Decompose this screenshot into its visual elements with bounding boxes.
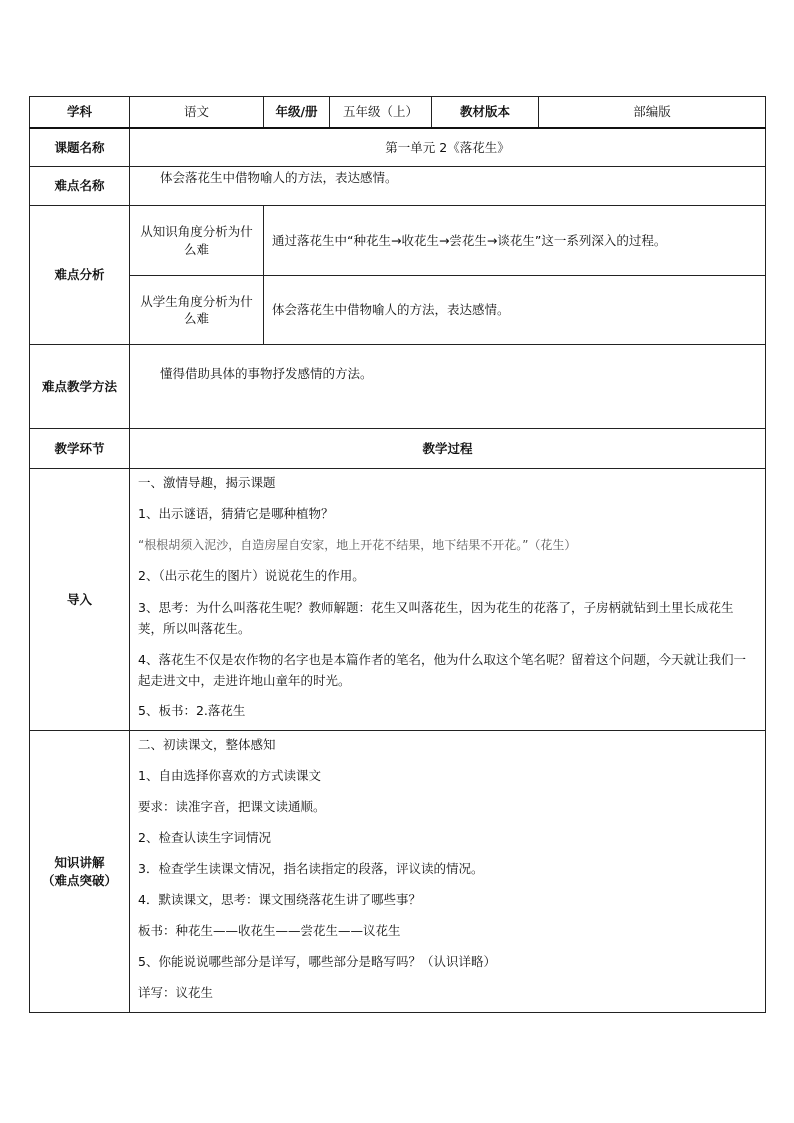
teaching-method-label: 难点教学方法 [30,345,130,429]
lesson-title-value: 第一单元 2《落花生》 [130,128,766,167]
intro-line: “根根胡须入泥沙，自造房屋自安家，地上开花不结果，地下结果不开花。”（花生） [138,538,577,552]
intro-label: 导入 [30,469,130,731]
knowledge-angle-label: 从知识角度分析为什么难 [130,206,264,276]
edition-value: 部编版 [539,97,766,128]
knowledge-label-sub: （难点突破） [41,872,117,888]
intro-line: 3、思考：为什么叫落花生呢？教师解题：花生又叫落花生，因为花生的花落了，子房柄就钻到土里长成花生荚，所以叫落花生。 [138,600,734,636]
grade-value: 五年级（上） [330,97,432,128]
intro-line: 1、出示谜语，猜猜它是哪种植物？ [138,506,334,521]
knowledge-content [130,731,766,1013]
intro-line: 5、板书：2.落花生 [138,703,246,718]
process-header-row [30,429,766,469]
knowledge-line: 要求：读准字音，把课文读通顺。 [138,799,326,814]
subject-value: 语文 [130,97,264,128]
intro-content [130,469,766,731]
knowledge-line: 2、检查认读生字词情况 [138,830,271,845]
knowledge-analysis-row [30,206,766,276]
knowledge-line: 4．默读课文，思考：课文围绕落花生讲了哪些事？ [138,892,421,907]
teaching-method-row [30,345,766,429]
header-row [30,97,766,128]
knowledge-angle-value: 通过落花生中“种花生→收花生→尝花生→谈花生”这一系列深入的过程。 [264,206,766,276]
knowledge-line: 详写：议花生 [138,985,214,1000]
grade-label: 年级/册 [264,97,330,128]
knowledge-label-main: 知识讲解 [54,855,105,870]
process-header-label: 教学过程 [130,429,766,469]
knowledge-line: 二、初读课文，整体感知 [138,737,276,752]
knowledge-row [30,731,766,1013]
intro-row [30,469,766,731]
student-angle-value: 体会落花生中借物喻人的方法，表达感情。 [264,276,766,345]
intro-line: 一、激情导趣，揭示课题 [138,475,276,490]
knowledge-line: 板书：种花生——收花生——尝花生——议花生 [138,923,401,938]
stage-header-label: 教学环节 [30,429,130,469]
difficulty-analysis-label: 难点分析 [30,206,130,345]
student-angle-label: 从学生角度分析为什么难 [130,276,264,345]
teaching-method-value: 懂得借助具体的事物抒发感情的方法。 [130,345,766,429]
lesson-title-label: 课题名称 [30,128,130,167]
lesson-plan-table [29,96,766,1013]
difficulty-name-value: 体会落花生中借物喻人的方法，表达感情。 [130,167,766,206]
knowledge-line: 1、自由选择你喜欢的方式读课文 [138,768,321,783]
intro-line: 4、落花生不仅是农作物的名字也是本篇作者的笔名，他为什么取这个笔名呢？留着这个问题，今天就让我们一起走进文中，走进许地山童年的时光。 [138,652,746,688]
student-analysis-row [30,276,766,345]
subject-label: 学科 [30,97,130,128]
knowledge-label [30,731,130,1013]
knowledge-line: 3．检查学生读课文情况，指名读指定的段落，评议读的情况。 [138,861,484,876]
knowledge-line: 5、你能说说哪些部分是详写，哪些部分是略写吗？（认识详略） [138,954,496,969]
difficulty-name-label: 难点名称 [30,167,130,206]
edition-label: 教材版本 [432,97,539,128]
difficulty-name-row [30,167,766,206]
intro-line: 2、（出示花生的图片）说说花生的作用。 [138,568,365,583]
lesson-title-row [30,128,766,167]
